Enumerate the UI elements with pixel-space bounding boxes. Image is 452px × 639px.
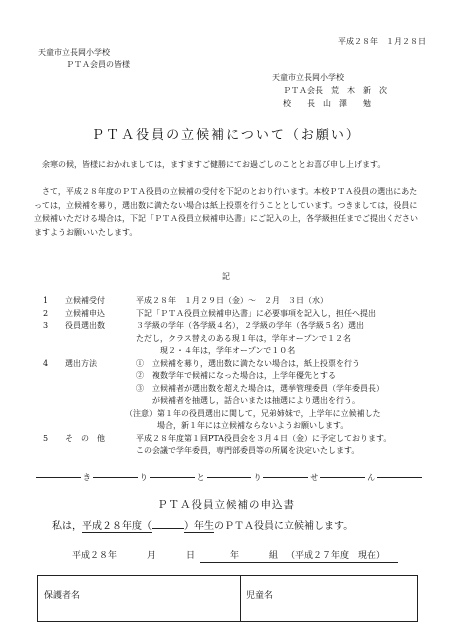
list-item (43, 433, 433, 446)
item-content: ３学級の学年（各学級４名），２学級の学年（各学級５名）選出 (136, 321, 364, 330)
item-content: 平成２８年度第１回PTA役員会を３月４日（金）に予定しております。 (136, 433, 392, 443)
item-content: （注意）第１年の役員選出に関して，兄弟姉妹で，上学年に立候補した (125, 408, 381, 418)
cut-char: り (253, 473, 262, 482)
recipient-school: 天童市立長岡小学校 (38, 48, 110, 57)
cut-dash (36, 477, 81, 478)
sender-school: 天童市立長岡小学校 (272, 73, 344, 82)
document-title: ＰＴＡ役員の立候補について（お願い） (91, 128, 361, 143)
cut-dash (377, 477, 422, 478)
list-item (43, 295, 433, 308)
name-entry-box (37, 575, 418, 622)
list-item (43, 395, 433, 408)
item-content: が候補者を抽選し，話合いまたは抽選により選出を行う。 (136, 396, 360, 405)
item-content: ただし，クラス替えのある現１年は，学年オープンで１２名 (136, 333, 352, 343)
list-item (43, 320, 433, 333)
cut-char: り (139, 473, 148, 482)
item-number: 5 (43, 433, 49, 443)
item-number: 1 (43, 296, 49, 305)
item-label: 立候補受付 (65, 296, 105, 305)
list-item (43, 383, 433, 396)
cut-char: せ (310, 473, 319, 482)
sender-principal: 校 長 山 澤 勉 (283, 99, 371, 108)
cut-dash (320, 477, 365, 478)
form-date-row (72, 550, 195, 562)
sender-pta-president: ＰＴＡ会長 荒 木 新 次 (283, 86, 387, 95)
list-item (43, 308, 433, 321)
cut-dash (93, 477, 138, 478)
child-name-label: 児童名 (246, 591, 274, 601)
cut-char: ん (367, 473, 376, 482)
list-item (43, 358, 433, 371)
list-item (43, 345, 433, 358)
list-item (43, 333, 433, 346)
list-item (43, 420, 433, 433)
item-number: 3 (43, 321, 49, 330)
child-name-field[interactable] (288, 580, 412, 617)
class-label: 組 (269, 551, 279, 561)
item-label: 立候補申込 (65, 308, 105, 318)
date-day-label: 日 (186, 551, 196, 561)
form-title: ＰＴＡ役員立候補の申込書 (157, 499, 295, 511)
cut-dash (150, 477, 195, 478)
items-list (43, 295, 433, 458)
list-item (43, 408, 433, 421)
statement-year: 平成２８年度（ (82, 521, 152, 532)
date-month-label: 月 (147, 551, 157, 561)
item-content: ③ 立候補者が選出数を超えた場合は，選挙管理委員（学年委員長） (136, 383, 384, 393)
item-label: そ の 他 (65, 433, 105, 443)
form-statement (52, 520, 353, 534)
guardian-name-field[interactable] (98, 580, 236, 617)
item-content: 平成２８年 １月２９日（金）～ ２月 ３日（水） (136, 296, 328, 305)
list-item (43, 445, 433, 458)
grade-blank[interactable] (152, 528, 184, 529)
ki-marker: 記 (222, 272, 230, 281)
cut-line (34, 472, 424, 483)
name-box-divider (240, 576, 241, 621)
item-content: 現２・４年は，学年オープンで１０名 (136, 346, 296, 355)
cut-char: と (196, 473, 205, 482)
year-note: （平成２７年度 現在） (286, 551, 386, 561)
item-number: 2 (43, 308, 49, 318)
form-grade-class-row[interactable] (200, 550, 398, 563)
item-content: 下記「ＰＴＡ役員立候補申込書」に必要事項を記入し，担任へ提出 (136, 308, 376, 318)
item-content: 場合，新１年には立候補ならないようお願いします。 (125, 421, 349, 430)
date-year-label: 平成２８年 (72, 551, 118, 561)
item-label: 役員選出数 (65, 321, 105, 330)
item-content: ② 複数学年で候補になった場合は，上学年優先とする (136, 371, 336, 380)
item-content: この会議で学年委員，専門部委員等の所属を決定いたします。 (136, 446, 360, 455)
item-label: 選出方法 (65, 358, 97, 368)
item-content: ① 立候補を募り，選出数に満たない場合は，紙上投票を行う (136, 358, 360, 368)
intro-body: さて，平成２８年度のＰＴＡ役員の立候補の受付を下記のとおり行います。本校ＰＴＡ役員の選出にあたっては，立候補を募り，選出数に満たない場合は紙上投票を行うこととしています。つきましては，役員に立候補いただける場合は，下記「ＰＴＡ役員立候補申込書」にご記入の上，各学級担任までご提出くださいますようお願いいたします。 (34, 187, 418, 237)
statement-post: のＰＴＡ役員に立候補します。 (214, 521, 354, 532)
statement-pre: 私は， (52, 521, 82, 532)
cut-dash (263, 477, 308, 478)
grade-label: 年 (230, 551, 240, 561)
cut-char: き (82, 473, 91, 482)
recipient-members: ＰＴＡ会員の皆様 (66, 60, 130, 69)
statement-mid: ）年生 (184, 521, 214, 532)
cut-dash (207, 477, 252, 478)
intro-greeting: 余寒の候，皆様におかれましては，ますますご健勝にてお過ごしのこととお喜び申し上げます。 (42, 160, 386, 169)
document-date: 平成２８年 １月２８日 (338, 37, 426, 46)
list-item (43, 370, 433, 383)
guardian-name-label: 保護者名 (44, 591, 81, 601)
item-number: 4 (43, 358, 49, 368)
